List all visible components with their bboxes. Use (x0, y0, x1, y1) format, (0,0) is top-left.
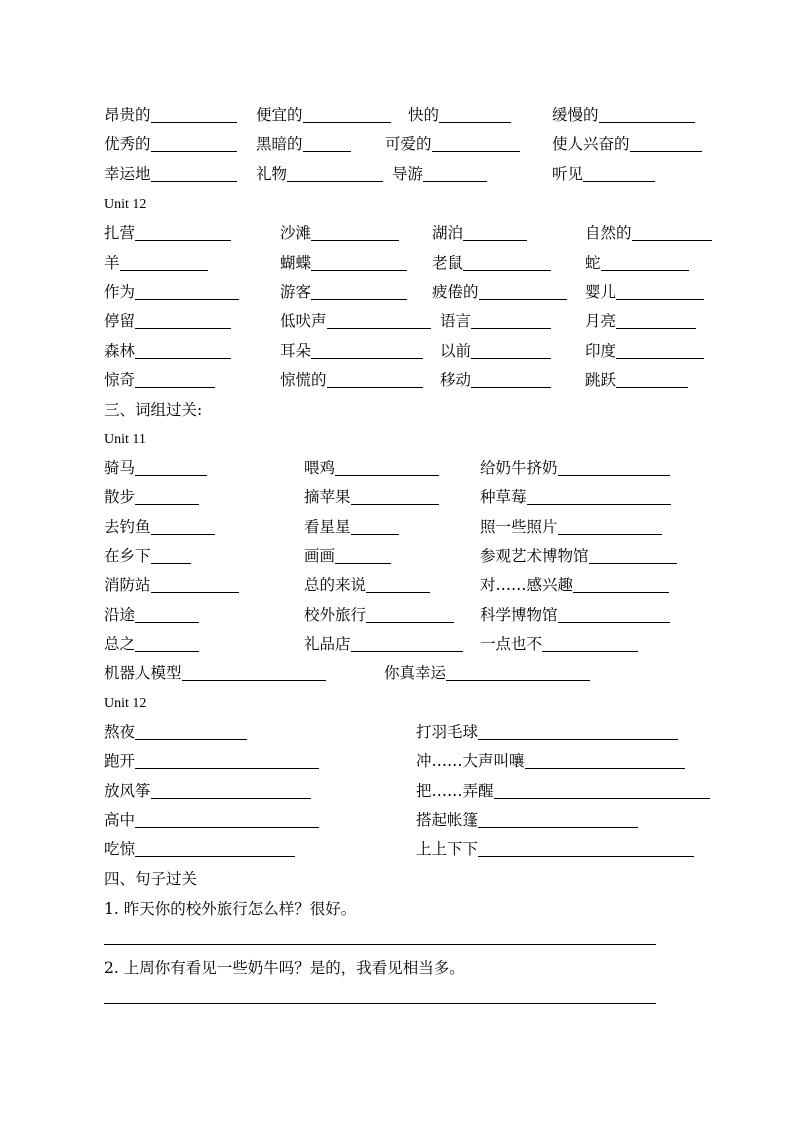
answer-blank[interactable] (542, 633, 638, 652)
vocab-row (0, 252, 794, 274)
vocab-word: 可爱的 (385, 135, 432, 153)
vocab-word: 月亮 (585, 312, 617, 330)
phrase-row (0, 486, 794, 508)
answer-blank[interactable] (151, 104, 237, 123)
phrase-row (0, 662, 794, 684)
answer-blank[interactable] (478, 838, 694, 857)
answer-blank[interactable] (423, 163, 487, 182)
answer-blank[interactable] (135, 281, 239, 300)
vocab-word: 沙滩 (280, 224, 312, 242)
phrase-word: 总的来说 (304, 576, 367, 594)
answer-blank[interactable] (478, 721, 678, 740)
answer-blank[interactable] (135, 604, 199, 623)
answer-blank[interactable] (601, 252, 689, 271)
answer-blank[interactable] (351, 486, 439, 505)
vocab-word: 老鼠 (432, 254, 464, 272)
phrase-word: 去钓鱼 (104, 518, 151, 536)
vocab-word: 惊慌的 (280, 371, 327, 389)
answer-blank[interactable] (463, 222, 527, 241)
answer-blank[interactable] (151, 574, 239, 593)
answer-blank[interactable] (135, 633, 199, 652)
vocab-row (0, 340, 794, 362)
answer-blank[interactable] (351, 633, 463, 652)
phrase-row (0, 750, 794, 772)
answer-blank[interactable] (135, 750, 319, 769)
answer-blank[interactable] (471, 340, 551, 359)
phrase-word: 高中 (104, 811, 136, 829)
answer-blank[interactable] (182, 662, 326, 681)
answer-blank[interactable] (558, 604, 670, 623)
answer-blank[interactable] (616, 340, 704, 359)
vocab-row (0, 104, 794, 126)
vocab-row (0, 163, 794, 185)
phrase-row (0, 457, 794, 479)
unit-heading: Unit 12 (104, 696, 147, 711)
answer-blank[interactable] (135, 721, 247, 740)
answer-blank[interactable] (335, 545, 391, 564)
answer-blank[interactable] (583, 163, 655, 182)
vocab-word: 森林 (104, 342, 136, 360)
phrase-word: 给奶牛挤奶 (480, 459, 558, 477)
answer-blank[interactable] (151, 163, 237, 182)
phrase-row (0, 545, 794, 567)
sentence-prompt: 1. 昨天你的校外旅行怎么样？很好。 (104, 900, 357, 918)
vocab-word: 导游 (392, 165, 424, 183)
vocab-word: 羊 (104, 254, 120, 272)
answer-blank[interactable] (311, 340, 423, 359)
phrase-word: 骑马 (104, 459, 136, 477)
vocab-word: 蛇 (585, 254, 601, 272)
answer-blank[interactable] (525, 750, 685, 769)
phrase-row (0, 633, 794, 655)
phrase-row (0, 809, 794, 831)
answer-blank[interactable] (616, 281, 704, 300)
phrase-word: 熬夜 (104, 723, 136, 741)
phrase-word: 搭起帐篷 (416, 811, 479, 829)
answer-blank[interactable] (120, 252, 208, 271)
answer-blank[interactable] (494, 780, 710, 799)
answer-blank[interactable] (463, 252, 551, 271)
vocab-word: 幸运地 (104, 165, 151, 183)
vocab-row (0, 281, 794, 303)
answer-blank[interactable] (135, 486, 199, 505)
unit-heading: Unit 12 (104, 197, 147, 212)
vocab-word: 缓慢的 (552, 106, 599, 124)
vocab-word: 疲倦的 (432, 283, 479, 301)
answer-blank[interactable] (135, 310, 231, 329)
answer-blank[interactable] (558, 457, 670, 476)
phrase-word: 吃惊 (104, 840, 136, 858)
vocab-word: 语言 (440, 312, 472, 330)
phrase-word: 在乡下 (104, 547, 151, 565)
phrase-word: 沿途 (104, 606, 136, 624)
phrase-word: 打羽毛球 (416, 723, 479, 741)
section-title: 四、句子过关 (104, 870, 198, 888)
phrase-word: 机器人模型 (104, 664, 182, 682)
vocab-word: 游客 (280, 283, 312, 301)
phrase-word: 跑开 (104, 752, 136, 770)
vocab-word: 黑暗的 (256, 135, 303, 153)
phrase-word: 喂鸡 (304, 459, 336, 477)
phrase-word: 种草莓 (480, 488, 527, 506)
answer-blank[interactable] (351, 516, 399, 535)
vocab-word: 印度 (585, 342, 617, 360)
answer-blank[interactable] (366, 604, 454, 623)
answer-blank[interactable] (151, 545, 191, 564)
vocab-word: 低吠声 (280, 312, 327, 330)
answer-blank[interactable] (287, 163, 383, 182)
sentence-answer-line[interactable] (104, 944, 656, 945)
answer-blank[interactable] (589, 545, 677, 564)
phrase-word: 科学博物馆 (480, 606, 558, 624)
vocab-word: 蝴蝶 (280, 254, 312, 272)
phrase-word: 摘苹果 (304, 488, 351, 506)
answer-blank[interactable] (135, 369, 215, 388)
phrase-word: 一点也不 (480, 635, 543, 653)
phrase-word: 总之 (104, 635, 136, 653)
vocab-word: 自然的 (585, 224, 632, 242)
phrase-row (0, 574, 794, 596)
answer-blank[interactable] (135, 222, 231, 241)
vocab-word: 惊奇 (104, 371, 136, 389)
answer-blank[interactable] (366, 574, 430, 593)
phrase-word: 上上下下 (416, 840, 479, 858)
vocab-word: 移动 (440, 371, 472, 389)
answer-blank[interactable] (632, 222, 712, 241)
answer-blank[interactable] (303, 133, 351, 152)
vocab-word: 作为 (104, 283, 136, 301)
answer-blank[interactable] (527, 486, 671, 505)
phrase-word: 礼品店 (304, 635, 351, 653)
answer-blank[interactable] (573, 574, 669, 593)
phrase-word: 冲……大声叫嚷 (416, 752, 525, 770)
phrase-word: 消防站 (104, 576, 151, 594)
answer-blank[interactable] (151, 516, 215, 535)
phrase-row (0, 838, 794, 860)
phrase-row (0, 721, 794, 743)
phrase-word: 校外旅行 (304, 606, 367, 624)
vocab-word: 礼物 (256, 165, 288, 183)
phrase-word: 你真幸运 (384, 664, 447, 682)
vocab-word: 快的 (408, 106, 440, 124)
vocab-word: 扎营 (104, 224, 136, 242)
vocab-word: 昂贵的 (104, 106, 151, 124)
unit-heading: Unit 11 (104, 432, 146, 447)
phrase-word: 把……弄醒 (416, 782, 494, 800)
answer-blank[interactable] (630, 133, 702, 152)
answer-blank[interactable] (558, 516, 662, 535)
answer-blank[interactable] (471, 369, 551, 388)
answer-blank[interactable] (135, 838, 295, 857)
vocab-word: 湖泊 (432, 224, 464, 242)
phrase-word: 对……感兴趣 (480, 576, 574, 594)
answer-blank[interactable] (599, 104, 695, 123)
answer-blank[interactable] (479, 281, 567, 300)
vocab-word: 跳跃 (585, 371, 617, 389)
answer-blank[interactable] (439, 104, 511, 123)
phrase-word: 照一些照片 (480, 518, 558, 536)
phrase-word: 参观艺术博物馆 (480, 547, 589, 565)
phrase-word: 散步 (104, 488, 136, 506)
sentence-answer-line[interactable] (104, 1003, 656, 1004)
answer-blank[interactable] (135, 457, 207, 476)
answer-blank[interactable] (335, 457, 439, 476)
answer-blank[interactable] (135, 340, 231, 359)
answer-blank[interactable] (446, 662, 590, 681)
phrase-word: 放风筝 (104, 782, 151, 800)
vocab-word: 耳朵 (280, 342, 312, 360)
answer-blank[interactable] (616, 369, 688, 388)
answer-blank[interactable] (311, 222, 399, 241)
answer-blank[interactable] (311, 281, 407, 300)
answer-blank[interactable] (151, 133, 237, 152)
vocab-word: 听见 (552, 165, 584, 183)
phrase-row (0, 604, 794, 626)
vocab-word: 停留 (104, 312, 136, 330)
section-title: 三、词组过关: (104, 401, 203, 419)
phrase-row (0, 780, 794, 802)
phrase-word: 画画 (304, 547, 336, 565)
vocab-word: 婴儿 (585, 283, 617, 301)
phrase-row (0, 516, 794, 538)
answer-blank[interactable] (135, 809, 319, 828)
vocab-word: 便宜的 (256, 106, 303, 124)
answer-blank[interactable] (327, 310, 431, 329)
vocab-word: 使人兴奋的 (552, 135, 630, 153)
vocab-word: 优秀的 (104, 135, 151, 153)
answer-blank[interactable] (151, 780, 311, 799)
sentence-prompt: 2. 上周你有看见一些奶牛吗？是的，我看见相当多。 (104, 959, 465, 977)
answer-blank[interactable] (327, 369, 423, 388)
vocab-row (0, 369, 794, 391)
vocab-row (0, 133, 794, 155)
answer-blank[interactable] (311, 252, 407, 271)
answer-blank[interactable] (432, 133, 520, 152)
answer-blank[interactable] (616, 310, 696, 329)
vocab-word: 以前 (440, 342, 472, 360)
vocab-row (0, 310, 794, 332)
answer-blank[interactable] (478, 809, 638, 828)
phrase-word: 看星星 (304, 518, 351, 536)
answer-blank[interactable] (471, 310, 551, 329)
vocab-row (0, 222, 794, 244)
answer-blank[interactable] (303, 104, 391, 123)
